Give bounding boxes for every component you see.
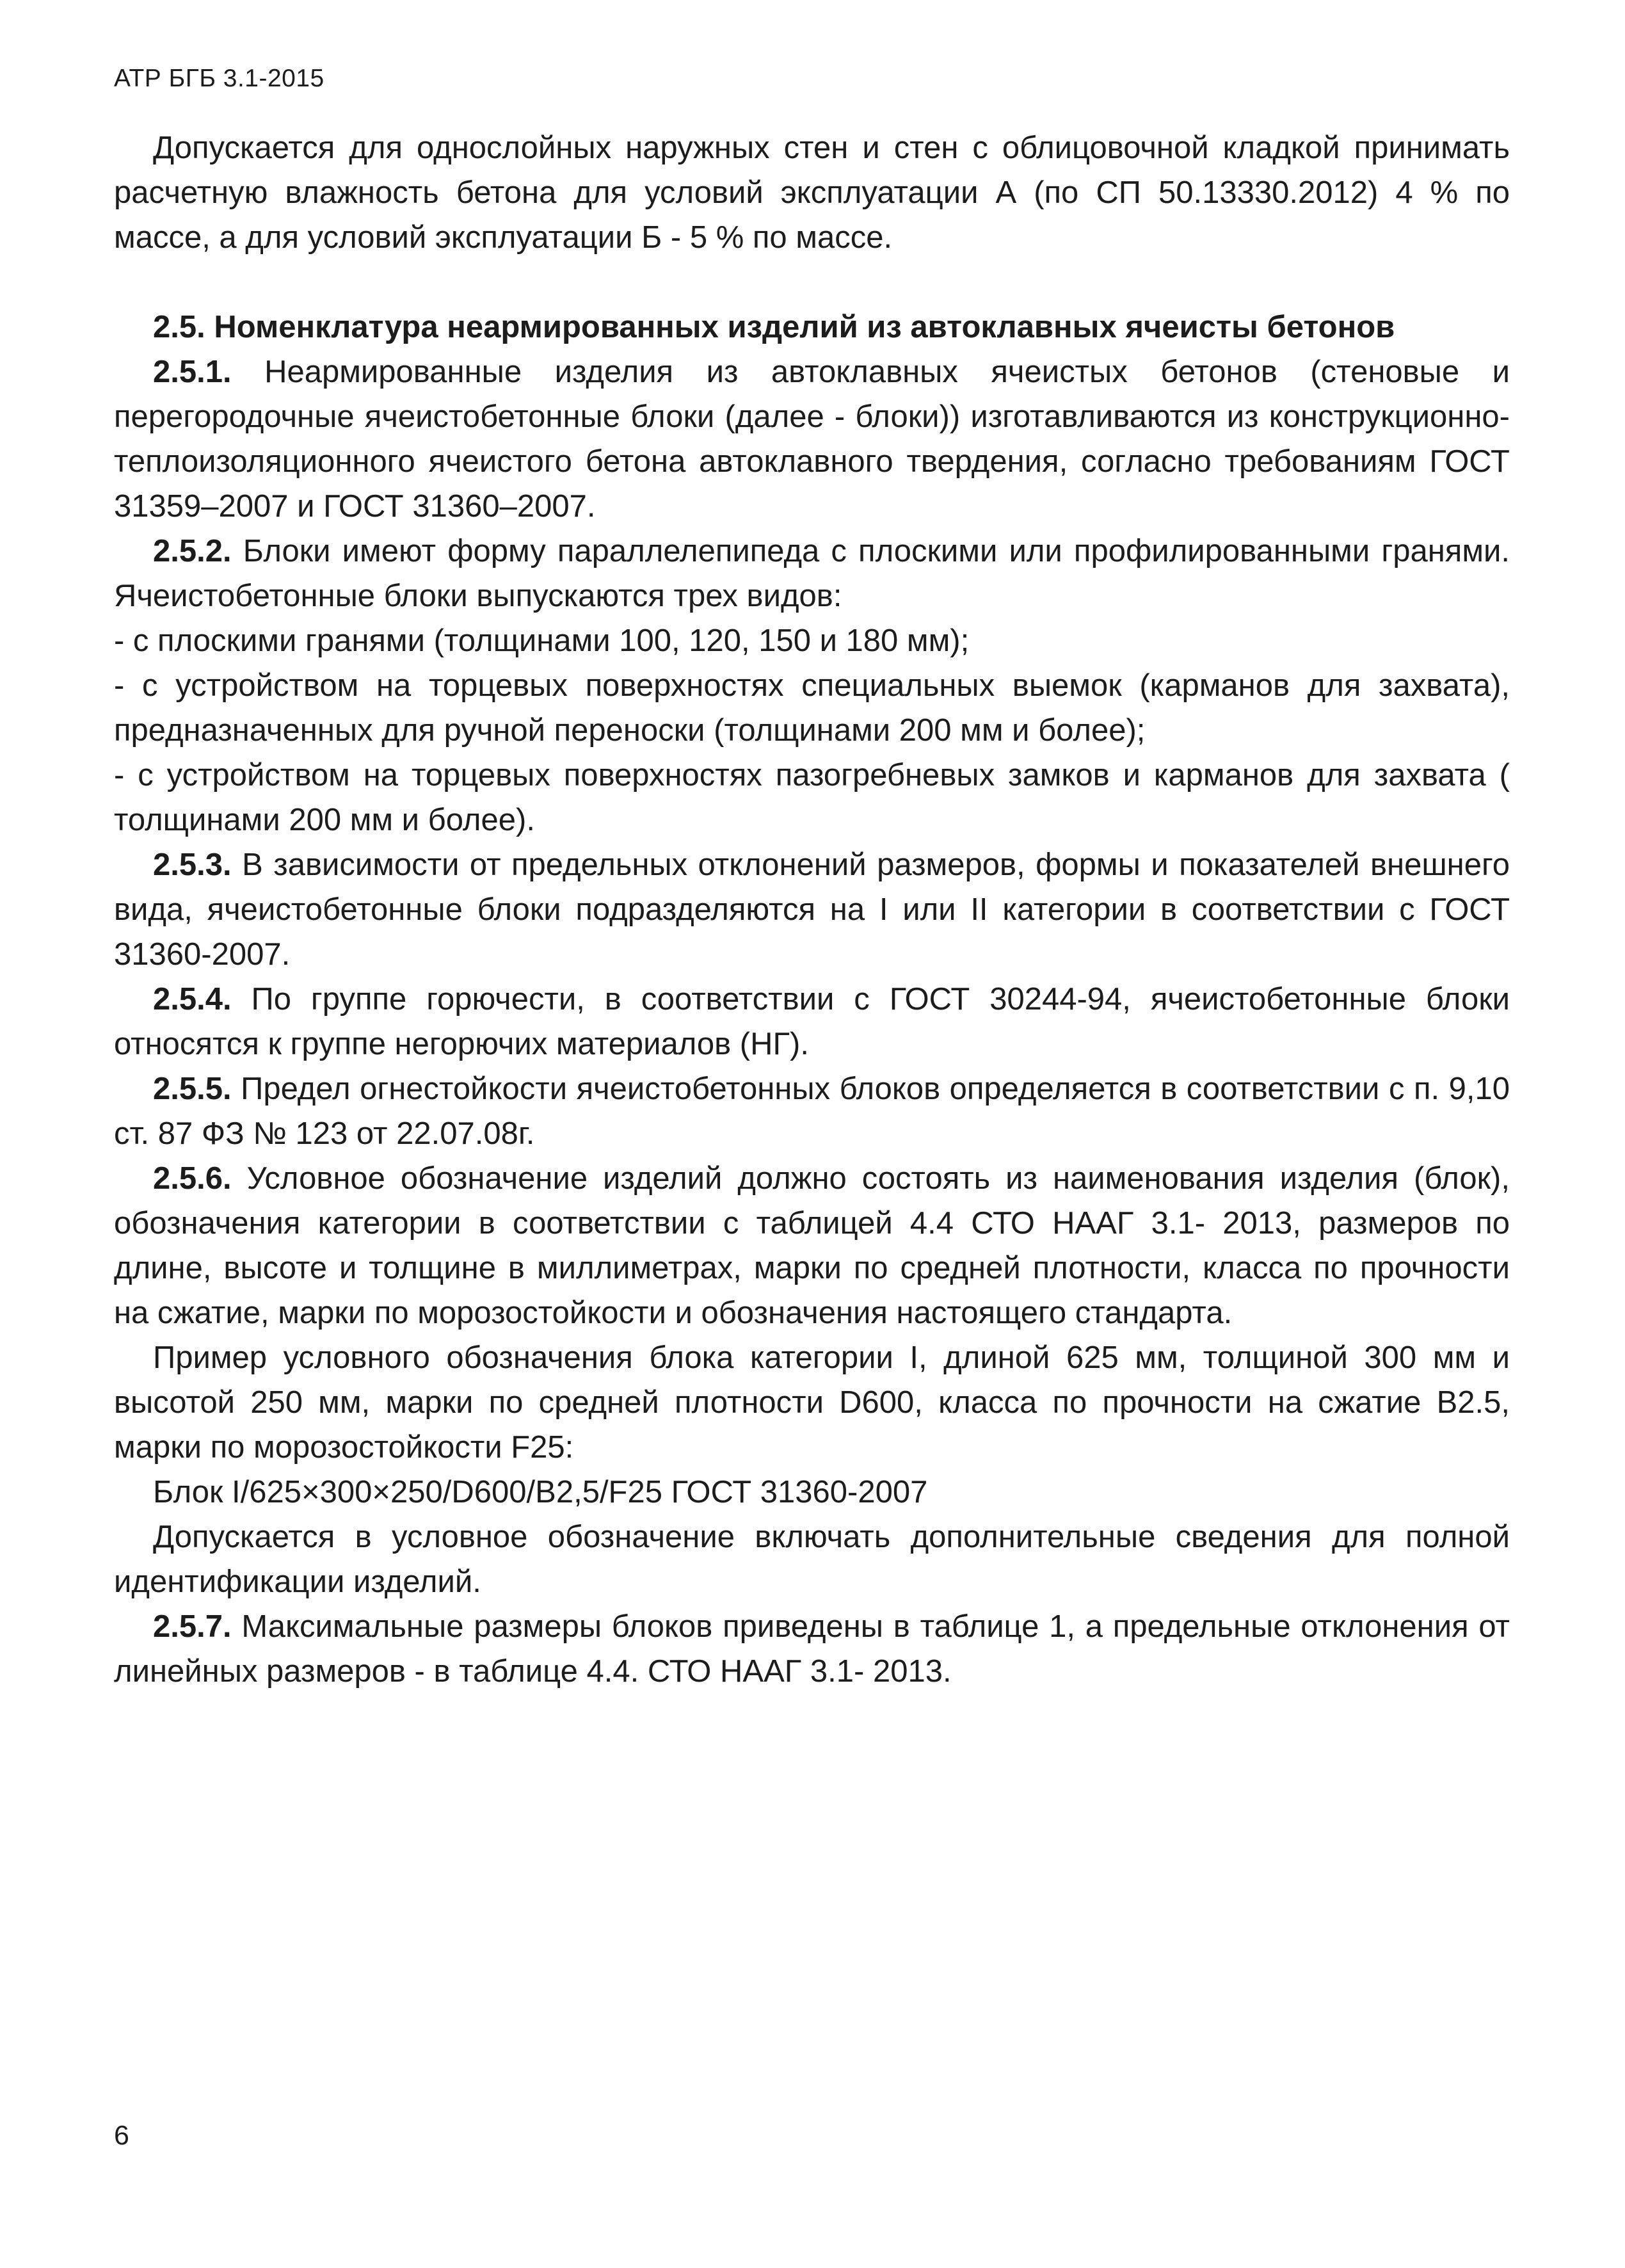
clause-number: 2.5.1. bbox=[153, 355, 232, 389]
clause-2-5-6 bbox=[114, 1156, 1510, 1335]
clause-text: Максимальные размеры блоков приведены в таблице 1, а предельные отклонения от линейных размеров - в таблице 4.4. СТО НААГ 3.1- 2013. bbox=[114, 1609, 1510, 1689]
clause-2-5-4 bbox=[114, 977, 1510, 1066]
section-title: 2.5. Номенклатура неармированных изделий из автоклавных ячеисты бетонов bbox=[153, 310, 1395, 344]
clause-text: По группе горючести, в соответствии с ГОСТ 30244-94, ячеистобетонные блоки относятся к группе негорючих материалов (НГ). bbox=[114, 982, 1510, 1061]
list-item: - с плоскими гранями (толщинами 100, 120, 150 и 180 мм); bbox=[114, 623, 970, 658]
document-code-header: АТР БГБ 3.1-2015 bbox=[114, 65, 324, 92]
clause-text: Блоки имеют форму параллелепипеда с плоскими или профилированными гранями. Ячеистобетонные блоки выпускаются трех видов: bbox=[114, 534, 1510, 613]
clause-number: 2.5.3. bbox=[153, 848, 232, 882]
clause-2-5-7 bbox=[114, 1604, 1510, 1694]
clause-text: Предел огнестойкости ячеистобетонных блоков определяется в соответствии с п. 9,10 ст. 87 ФЗ № 123 от 22.07.08г. bbox=[114, 1072, 1510, 1151]
list-item: - с устройством на торцевых поверхностях пазогребневых замков и карманов для захвата ( толщинами 200 мм и более). bbox=[114, 758, 1510, 837]
clause-2-5-1 bbox=[114, 350, 1510, 529]
intro-paragraph: Допускается для однослойных наружных стен и стен с облицовочной кладкой принимать расчетную влажность бетона для условий эксплуатации А (по СП 50.13330.2012) 4 % по массе, а для условий эксплуатации Б - 5 % по массе. bbox=[114, 131, 1510, 255]
additional-info-paragraph: Допускается в условное обозначение включать дополнительные сведения для полной идентификации изделий. bbox=[114, 1520, 1510, 1599]
clause-2-5-3 bbox=[114, 842, 1510, 977]
clause-number: 2.5.4. bbox=[153, 982, 232, 1017]
example-paragraph: Пример условного обозначения блока категории I, длиной 625 мм, толщиной 300 мм и высотой 250 мм, марки по средней плотности D600, класса по прочности на сжатие В2.5, марки по морозостойкости F25: bbox=[114, 1340, 1510, 1465]
clause-2-5-2 bbox=[114, 529, 1510, 618]
page-content bbox=[114, 125, 1510, 1694]
page-number: 6 bbox=[114, 2120, 129, 2151]
clause-number: 2.5.5. bbox=[153, 1072, 232, 1106]
example-designation: Блок I/625×300×250/D600/В2,5/F25 ГОСТ 31360-2007 bbox=[153, 1475, 928, 1509]
clause-number: 2.5.2. bbox=[153, 534, 232, 568]
clause-number: 2.5.7. bbox=[153, 1609, 232, 1644]
clause-text: Неармированные изделия из автоклавных ячеистых бетонов (стеновые и перегородочные ячеистобетонные блоки (далее - блоки)) изготавливаются из конструкционно-теплоизоляционного ячеистого бетона автоклавного твердения, согласно требованиям ГОСТ 31359–2007 и ГОСТ 31360–2007. bbox=[114, 355, 1510, 524]
clause-text: В зависимости от предельных отклонений размеров, формы и показателей внешнего вида, ячеистобетонные блоки подразделяются на I или II категории в соответствии с ГОСТ 31360-2007. bbox=[114, 848, 1510, 972]
clause-number: 2.5.6. bbox=[153, 1161, 232, 1196]
list-item: - с устройством на торцевых поверхностях специальных выемок (карманов для захвата), предназначенных для ручной переноски (толщинами 200 мм и более); bbox=[114, 668, 1510, 748]
clause-text: Условное обозначение изделий должно состоять из наименования изделия (блок), обозначения категории в соответствии с таблицей 4.4 СТО НААГ 3.1- 2013, размеров по длине, высоте и толщине в миллиметрах, марки по средней плотности, класса по прочности на сжатие, марки по морозостойкости и обозначения настоящего стандарта. bbox=[114, 1161, 1510, 1330]
clause-2-5-5 bbox=[114, 1066, 1510, 1156]
